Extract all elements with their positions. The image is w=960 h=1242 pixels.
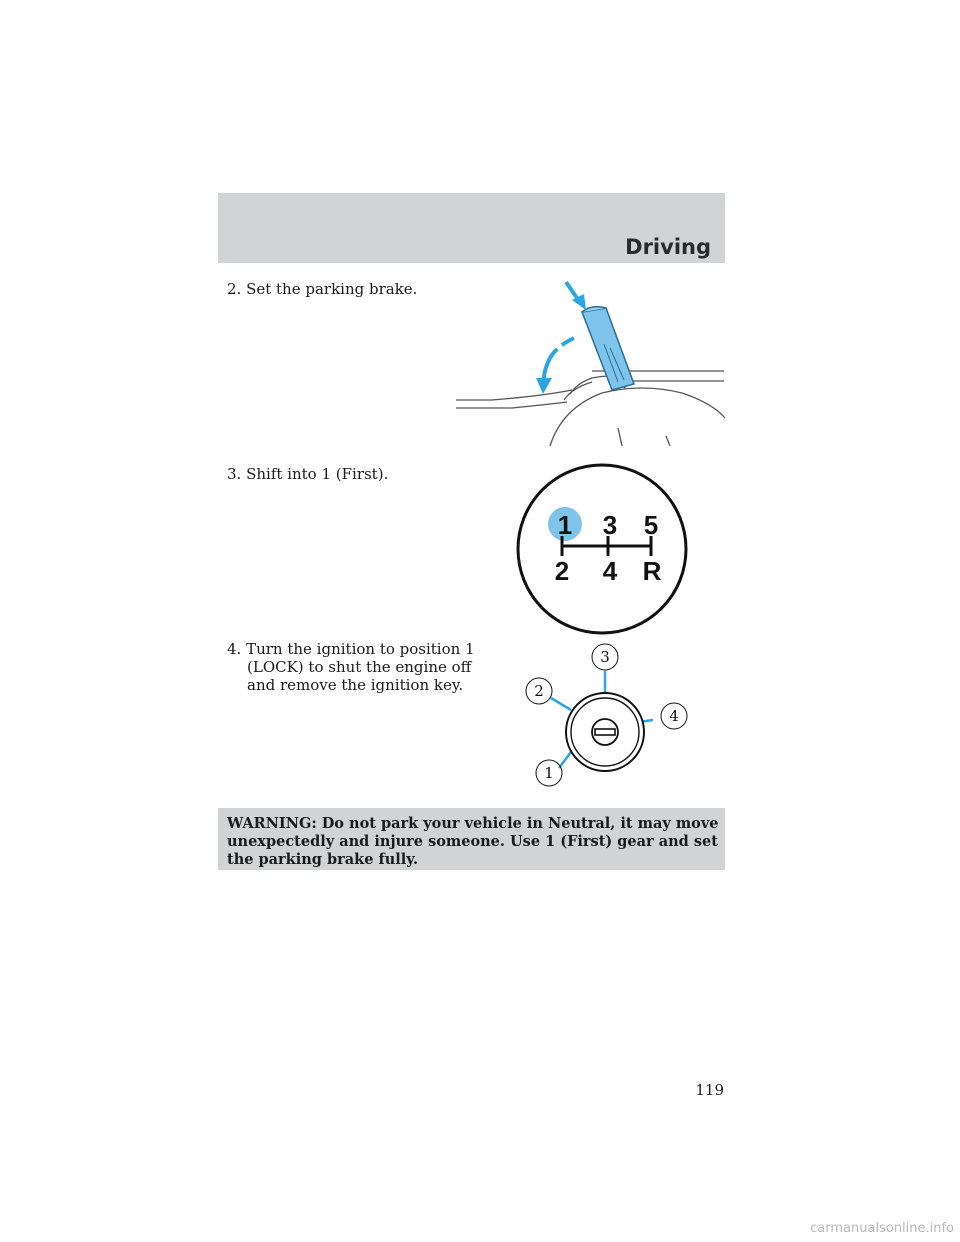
ignition-position-3: 3 <box>600 648 610 666</box>
gear-label-3: 3 <box>602 510 618 540</box>
step-text: and remove the ignition key. <box>247 676 464 694</box>
warning-box <box>218 808 725 870</box>
warning-text: unexpectedly and injure someone. Use 1 (First) gear and set <box>227 833 718 850</box>
gear-label-2: 2 <box>554 556 570 586</box>
page-number: 119 <box>695 1081 724 1099</box>
section-header-band <box>218 193 725 263</box>
push-arrow-icon <box>566 282 586 310</box>
warning-text: WARNING: Do not park your vehicle in Neutral, it may move <box>227 815 719 832</box>
warning-text: the parking brake fully. <box>227 851 419 868</box>
section-title: Driving <box>625 235 711 259</box>
lower-arrow-icon <box>536 338 574 394</box>
watermark: carmanualsonline.info <box>810 1221 954 1236</box>
parking-brake-illustration <box>452 278 727 448</box>
step-text: 3. Shift into 1 (First). <box>227 465 389 483</box>
step-turn-ignition <box>227 640 475 694</box>
gear-label-5: 5 <box>643 510 659 540</box>
step-text: 2. Set the parking brake. <box>227 280 418 298</box>
step-set-parking-brake <box>227 280 417 298</box>
ignition-position-4: 4 <box>669 707 679 725</box>
gear-label-4: 4 <box>602 556 618 586</box>
shift-pattern-diagram <box>515 462 690 637</box>
ignition-position-2: 2 <box>534 682 544 700</box>
step-text: (LOCK) to shut the engine off <box>247 658 472 676</box>
step-text: 4. Turn the ignition to position 1 <box>227 640 475 658</box>
gear-label-r: R <box>642 556 662 586</box>
gear-label-1: 1 <box>557 510 573 540</box>
brake-lever <box>582 307 634 390</box>
ignition-diagram <box>515 640 705 790</box>
ignition-position-1: 1 <box>544 764 554 782</box>
step-shift-first <box>227 465 388 483</box>
